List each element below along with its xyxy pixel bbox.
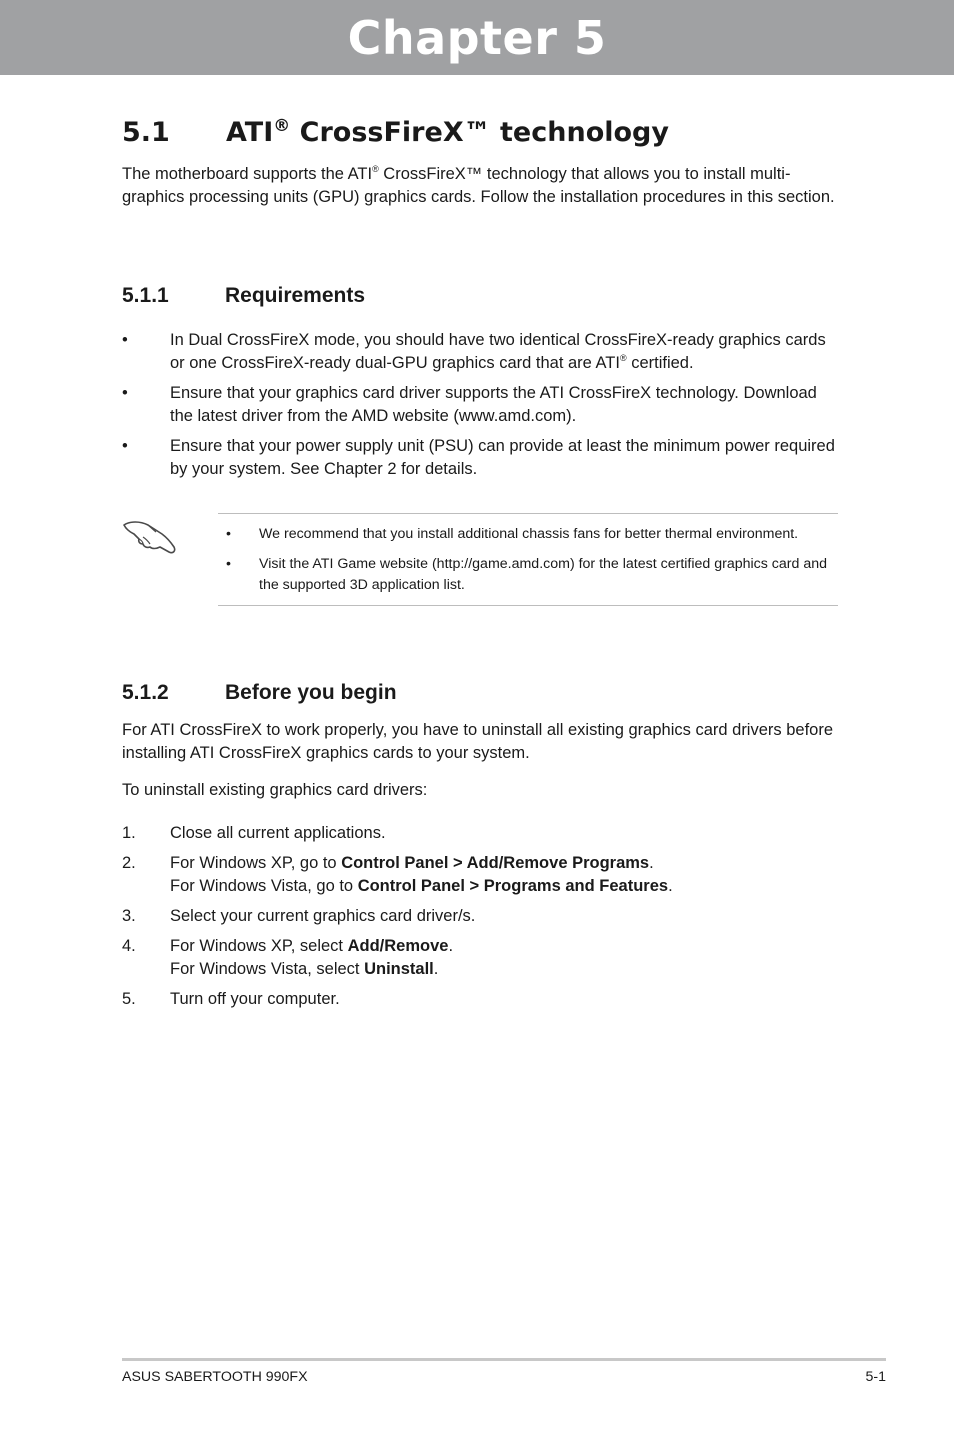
- bullet-mark: •: [226, 556, 231, 572]
- step-number: 4.: [122, 937, 136, 955]
- before-instruction: To uninstall existing graphics card drivers:: [122, 781, 428, 799]
- step-text: For Windows XP, select: [170, 937, 348, 955]
- registered-mark: ®: [372, 164, 379, 174]
- menu-path: Control Panel > Add/Remove Programs: [341, 854, 650, 872]
- subsection-number: 5.1.1: [122, 284, 169, 307]
- item-text: Ensure that your power supply unit (PSU) can provide at least the minimum power required by your system. See Chapter 2 for details.: [170, 437, 835, 478]
- requirements-list: [122, 329, 842, 481]
- section-number: 5.1: [122, 117, 170, 148]
- step-number: 5.: [122, 990, 136, 1008]
- subsection-title: Before you begin: [225, 681, 397, 704]
- step-item: [122, 988, 842, 1011]
- bullet-mark: •: [122, 331, 128, 349]
- note-text: We recommend that you install additional chassis fans for better thermal environment.: [259, 526, 799, 542]
- subsection-number: 5.1.2: [122, 681, 169, 704]
- subsection-title: Requirements: [225, 284, 366, 307]
- note-text: Visit the ATI Game website (http://game.amd.com) for the latest certified graphics card and the supported 3D application list.: [259, 556, 828, 593]
- step-item: [122, 905, 842, 928]
- item-text: In Dual CrossFireX mode, you should have two identical CrossFireX-ready graphics cards or one CrossFireX-ready dual-GPU graphics card that are ATI: [170, 331, 826, 372]
- item-text-end: certified.: [626, 354, 694, 372]
- step-text: Select your current graphics card driver/s.: [170, 907, 476, 925]
- step-item: [122, 852, 842, 898]
- bullet-mark: •: [122, 384, 128, 402]
- requirements-heading: [122, 283, 365, 309]
- footer-divider: [122, 1358, 886, 1361]
- step-line: [170, 852, 842, 875]
- note-box: [218, 513, 838, 606]
- step-number: 3.: [122, 907, 136, 925]
- step-text: .: [448, 937, 454, 955]
- step-item: [122, 822, 842, 845]
- list-item: [122, 329, 842, 375]
- section-title-ati: ATI: [226, 117, 274, 148]
- pointing-hand-icon: [122, 509, 178, 555]
- step-number: 2.: [122, 854, 136, 872]
- chapter-title: Chapter 5: [347, 11, 607, 65]
- chapter-banner: [0, 0, 954, 75]
- step-line: [170, 935, 842, 958]
- footer-page-number: 5-1: [865, 1369, 886, 1385]
- menu-command: Uninstall: [364, 960, 434, 978]
- step-line: [170, 875, 842, 898]
- note-item: [226, 554, 838, 596]
- intro-text-b: CrossFireX™ technology that allows you to install multi-graphics processing units (GPU) graphics cards. Follow the installation procedures in this section.: [122, 165, 835, 206]
- registered-mark: ®: [273, 116, 291, 136]
- step-text: Close all current applications.: [170, 824, 386, 842]
- step-line: [170, 958, 842, 981]
- section-title-rest: CrossFireX™ technology: [290, 117, 669, 148]
- step-text: For Windows Vista, go to: [170, 877, 358, 895]
- list-item: [122, 435, 842, 481]
- registered-mark: ®: [619, 353, 627, 363]
- step-text: .: [668, 877, 673, 895]
- list-item: [122, 382, 842, 428]
- steps-list: [122, 822, 842, 1011]
- section-heading: [122, 116, 669, 150]
- note-item: [226, 524, 838, 545]
- section-intro: [122, 163, 842, 209]
- footer-product-name: ASUS SABERTOOTH 990FX: [122, 1369, 308, 1385]
- step-text: .: [433, 960, 439, 978]
- step-number: 1.: [122, 824, 136, 842]
- bullet-mark: •: [122, 437, 128, 455]
- intro-text-a: The motherboard supports the ATI: [122, 165, 373, 183]
- step-item: [122, 935, 842, 981]
- bullet-mark: •: [226, 526, 231, 542]
- step-text: Turn off your computer.: [170, 990, 340, 1008]
- before-paragraph: For ATI CrossFireX to work properly, you have to uninstall all existing graphics card drivers before installing ATI CrossFireX graphics cards to your system.: [122, 721, 834, 762]
- step-text: .: [649, 854, 654, 872]
- step-text: For Windows Vista, select: [170, 960, 365, 978]
- step-text: For Windows XP, go to: [170, 854, 342, 872]
- before-heading: [122, 680, 397, 706]
- note-list: [226, 524, 838, 596]
- item-text: Ensure that your graphics card driver supports the ATI CrossFireX technology. Download the latest driver from the AMD website (www.amd.com).: [170, 384, 817, 425]
- menu-command: Add/Remove: [347, 937, 449, 955]
- menu-path: Control Panel > Programs and Features: [357, 877, 669, 895]
